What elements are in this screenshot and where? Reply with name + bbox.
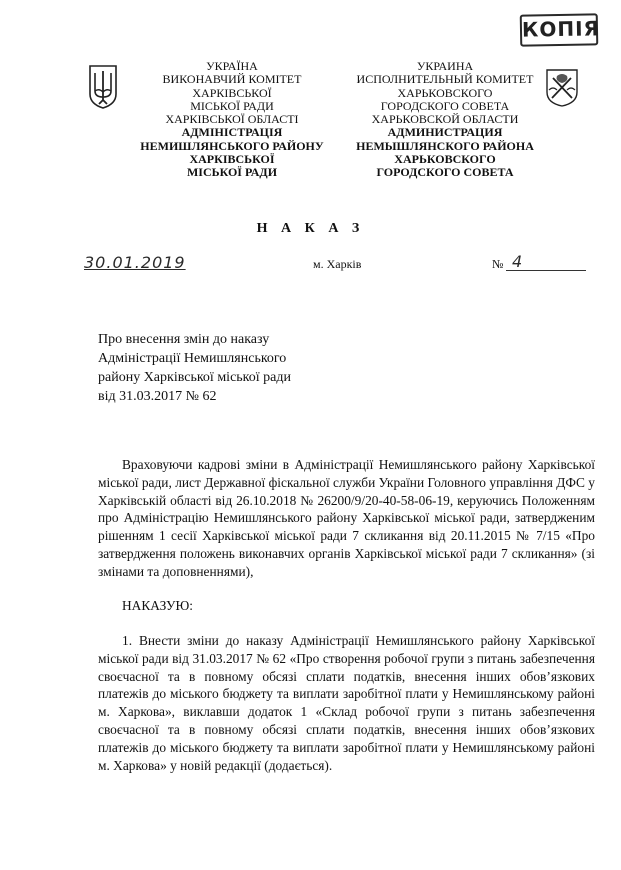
header-left-line: ВИКОНАВЧИЙ КОМІТЕТ [162,72,302,87]
copy-stamp: КОПІЯ [520,13,599,46]
header-right-bold-line: АДМИНИСТРАЦИЯ [387,125,503,140]
header-left-bold-line: МІСЬКОЇ РАДИ [186,165,278,180]
order-subject [98,330,338,406]
subject-line: від 31.03.2017 № 62 [98,389,217,404]
header-right-line: ИСПОЛНИТЕЛЬНЫЙ КОМИТЕТ [356,72,534,87]
header-left-line: ХАРКІВСЬКОЇ ОБЛАСТІ [165,112,299,127]
header-right-line: ХАРЬКОВСКОЙ ОБЛАСТИ [371,112,519,127]
document-title: Н А К А З [256,221,365,236]
header-left [132,60,332,180]
kharkiv-coat-of-arms-icon [545,68,579,108]
subject-line: Про внесення змін до наказу [98,332,270,347]
subject-line: району Харківської міської ради [98,370,291,385]
header-right-bold-line: НЕМЫШЛЯНСКОГО РАЙОНА [356,138,534,153]
preamble-paragraph: Враховуючи кадрові зміни в Адміністрації Немишлянського району Харківської міської ради, лист Державної фіскальної служби України Головного управління ДФС у Харківській області від 26.10.2018 № 26200/9/20-40-58-06-19, керуючись Положенням про Адміністрацію Немишлянського району Харківської міської ради, затвердженим рішенням 1 сесії Харківської міської ради 7 скликання від 20.11.2015 № 7/15 «Про затвердження положень виконавчих органів Харківської міської ради 7 скликання» (зі змінами та доповненнями), [98,457,595,579]
order-date: 30.01.2019 [84,253,186,272]
header-right [336,60,554,180]
order-item-1: 1. Внести зміни до наказу Адміністрації Немишлянського району Харківської міської ради від 31.03.2017 № 62 «Про створення робочої групи з питань забезпечення своєчасної та в повному обсязі сплати податків, внесення інших обов’язкових платежів до міського бюджету та виплати заробітної плати у Немишлянському районі м. Харкова», виклавши додаток 1 «Склад робочої групи з питань забезпечення своєчасної та в повному обсязі сплати податків, внесення інших обов’язкових платежів до міського бюджету та виплати заробітної плати у Немишлянському районі м. Харкова» у новій редакції (додається). [98,633,595,773]
city-name: м. Харків [313,257,362,271]
order-directive: НАКАЗУЮ: [122,598,193,613]
subject-line: Адміністрації Немишлянського [98,351,287,366]
header-right-line: УКРАИНА [416,59,474,73]
header-left-line: УКРАЇНА [206,59,258,73]
trident-emblem-icon [88,64,118,110]
header-right-bold-line: ГОРОДСКОГО СОВЕТА [376,165,514,180]
order-number-value: 4 [512,252,523,271]
header-left-line: МІСЬКОЇ РАДИ [190,98,274,113]
header-right-line: ХАРЬКОВСКОГО [397,85,493,100]
header-left-bold-line: НЕМИШЛЯНСЬКОГО РАЙОНУ [140,138,324,153]
header-left-bold-line: ХАРКІВСЬКОЇ [189,152,275,167]
header-left-bold-line: АДМІНІСТРАЦІЯ [181,125,283,140]
header-right-bold-line: ХАРЬКОВСКОГО [394,152,496,167]
order-number-label: № [492,257,504,271]
header-left-line: ХАРКІВСЬКОЇ [192,85,272,100]
header-right-line: ГОРОДСКОГО СОВЕТА [380,98,510,113]
